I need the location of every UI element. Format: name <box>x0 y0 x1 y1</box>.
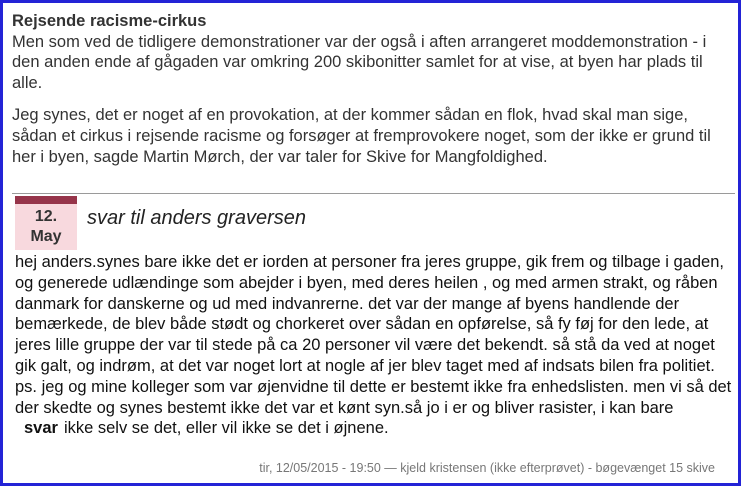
reply-button[interactable]: svar <box>24 419 58 438</box>
comment-date-month: May <box>30 228 62 245</box>
comment-body <box>15 252 735 439</box>
comment-date-day: 12. <box>34 208 58 225</box>
comment-date-badge <box>15 196 77 250</box>
quote-paragraph-2: Jeg synes, det er noget af en provokation, at der kommer sådan en flok, hvad skal man sige, sådan et cirkus i rejsende racisme og forsøger at fremprovokere noget, som der ikke er grund til her i byen, sagde Martin Mørch, der var taler for Skive for Mangfoldighed. <box>12 106 711 166</box>
comment-divider <box>12 193 735 194</box>
comment-text: hej anders.synes bare ikke det er iorden at personer fra jeres gruppe, gik frem og tilbage i gaden, og generede udlændinge som abejder i byen, med deres heilen , og med armen strakt, og råben danmark for danskerne og ud med indvanrerne. det var der mange af byens handlende der bemærkede, de blev både stødt og chorkeret over sådan en opførelse, så fy føj for den lede, at jeres lille gruppe der var til stede på ca 20 personer vil være det bekendt. så stå da ved at noget gik galt, og indrøm, at det var noget lort at nogle af jer blev taget med af indsats bilen fra politiet. ps. jeg og mine kolleger som var øjenvidne til dette er bestemt ikke fra enhedslisten. men vi så det der skedte og synes bestemt ikke det var et kønt syn.så jo i er og bliver rasister, i kan bare <box>15 253 732 417</box>
quoted-article <box>12 11 734 167</box>
quote-heading: Rejsende racisme-cirkus <box>12 12 207 30</box>
comment-text-tail: ikke selv se det, eller vil ikke se det i øjnene. <box>63 419 389 438</box>
comment-title: svar til anders graversen <box>87 207 306 229</box>
quote-paragraph-1: Men som ved de tidligere demonstrationer var der også i aften arrangeret moddemonstration - i den anden ende af gågaden var omkring 200 skibonitter samlet for at vise, at byen har plads til alle. <box>12 32 707 92</box>
comment-meta: tir, 12/05/2015 - 19:50 — kjeld kristensen (ikke efterprøvet) - bøgevænget 15 skive <box>259 461 715 475</box>
